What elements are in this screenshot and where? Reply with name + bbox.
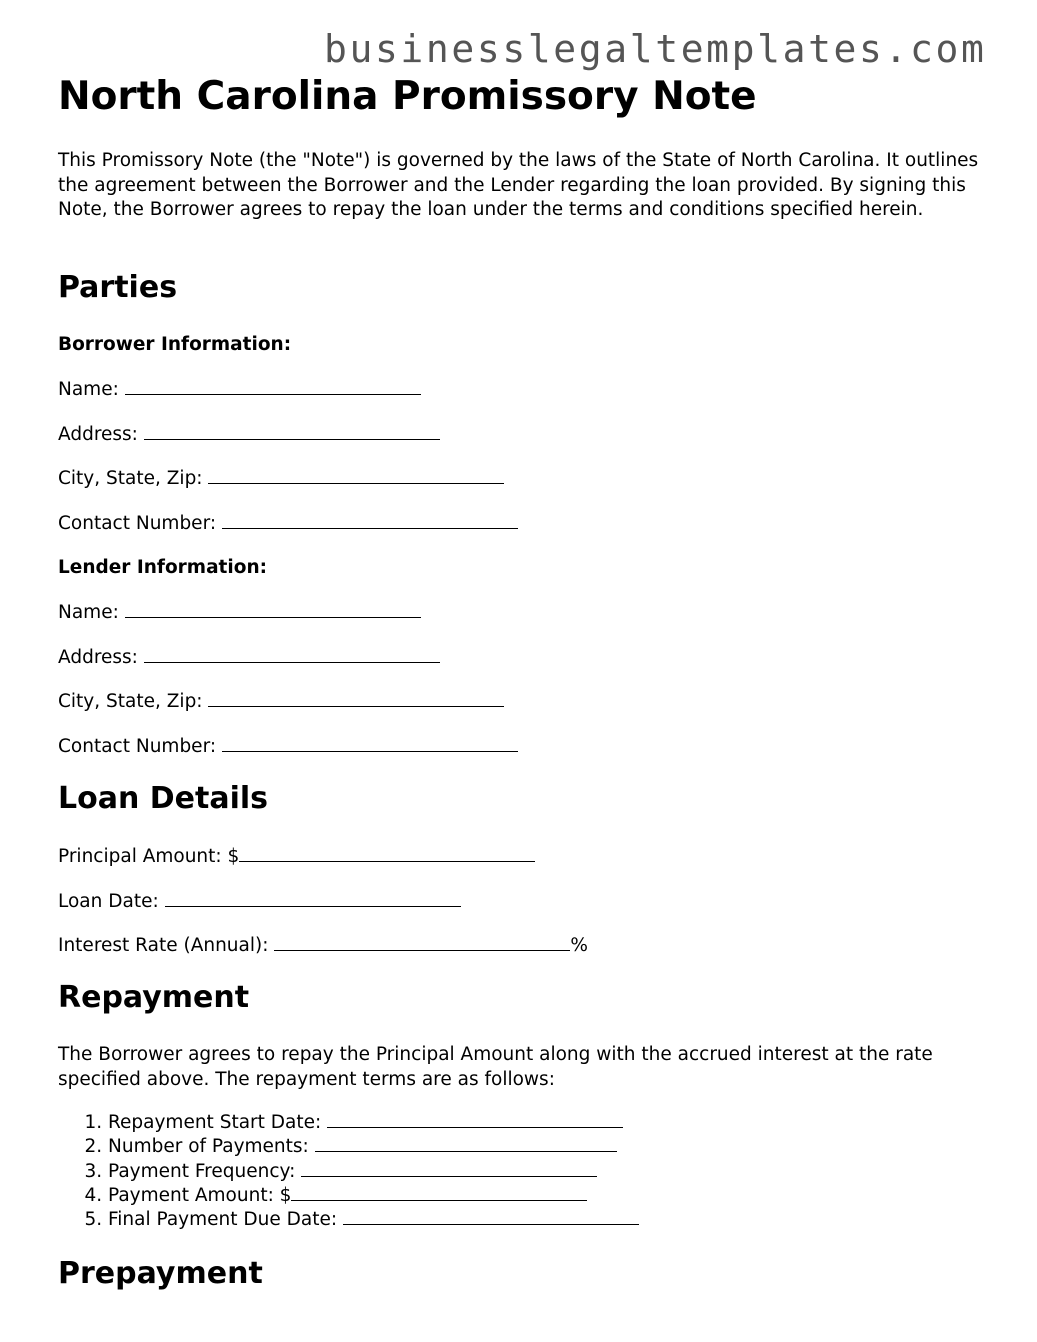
parties-heading: Parties bbox=[58, 270, 178, 305]
lender-address-label: Address: bbox=[58, 647, 144, 668]
loan-date-field bbox=[58, 890, 461, 913]
lender-name-blank[interactable] bbox=[125, 601, 421, 618]
watermark: businesslegaltemplates.com bbox=[324, 27, 987, 71]
principal-amount-label: Principal Amount: $ bbox=[58, 846, 240, 867]
payment-frequency-blank[interactable] bbox=[301, 1160, 597, 1177]
final-payment-blank[interactable] bbox=[343, 1208, 639, 1225]
interest-rate-blank[interactable] bbox=[274, 934, 570, 951]
repayment-start-blank[interactable] bbox=[327, 1111, 623, 1128]
interest-rate-label: Interest Rate (Annual): bbox=[58, 935, 275, 956]
lender-address-field bbox=[58, 646, 440, 669]
borrower-contact-field bbox=[58, 512, 518, 535]
repayment-terms-list bbox=[58, 1111, 639, 1232]
borrower-name-field bbox=[58, 378, 421, 401]
borrower-name-blank[interactable] bbox=[125, 378, 421, 395]
repayment-paragraph: The Borrower agrees to repay the Principal Amount along with the accrued interest at the rate specified above. The repayment terms are as follows: bbox=[58, 1044, 933, 1090]
list-item bbox=[108, 1135, 639, 1159]
lender-address-blank[interactable] bbox=[144, 646, 440, 663]
final-payment-label: Final Payment Due Date: bbox=[108, 1209, 343, 1231]
borrower-city-field bbox=[58, 467, 504, 490]
repayment-heading: Repayment bbox=[58, 980, 250, 1015]
borrower-city-blank[interactable] bbox=[208, 467, 504, 484]
lender-city-field bbox=[58, 690, 504, 713]
borrower-contact-blank[interactable] bbox=[222, 512, 518, 529]
borrower-name-label: Name: bbox=[58, 379, 125, 400]
borrower-address-blank[interactable] bbox=[144, 423, 440, 440]
prepayment-heading: Prepayment bbox=[58, 1256, 263, 1291]
document-title: North Carolina Promissory Note bbox=[58, 74, 757, 119]
lender-info-heading: Lender Information: bbox=[58, 557, 268, 578]
principal-amount-field bbox=[58, 845, 535, 868]
borrower-contact-label: Contact Number: bbox=[58, 513, 222, 534]
borrower-address-field bbox=[58, 423, 440, 446]
lender-city-blank[interactable] bbox=[208, 690, 504, 707]
interest-rate-suffix: % bbox=[570, 935, 588, 956]
payment-amount-label: Payment Amount: $ bbox=[108, 1184, 292, 1206]
list-item bbox=[108, 1184, 639, 1208]
loan-details-heading: Loan Details bbox=[58, 781, 269, 816]
lender-contact-label: Contact Number: bbox=[58, 736, 222, 757]
lender-city-label: City, State, Zip: bbox=[58, 691, 209, 712]
payment-frequency-label: Payment Frequency: bbox=[108, 1160, 302, 1182]
number-of-payments-blank[interactable] bbox=[315, 1135, 617, 1152]
list-item bbox=[108, 1160, 639, 1184]
loan-date-blank[interactable] bbox=[165, 890, 461, 907]
repayment-start-label: Repayment Start Date: bbox=[108, 1112, 328, 1133]
loan-date-label: Loan Date: bbox=[58, 891, 165, 912]
list-item bbox=[108, 1208, 639, 1232]
list-item bbox=[108, 1111, 639, 1135]
lender-name-label: Name: bbox=[58, 602, 125, 623]
borrower-city-label: City, State, Zip: bbox=[58, 468, 209, 489]
lender-name-field bbox=[58, 601, 421, 624]
borrower-address-label: Address: bbox=[58, 424, 144, 445]
borrower-info-heading: Borrower Information: bbox=[58, 334, 292, 355]
lender-contact-field bbox=[58, 735, 518, 758]
number-of-payments-label: Number of Payments: bbox=[108, 1136, 315, 1158]
interest-rate-field bbox=[58, 934, 588, 957]
principal-amount-blank[interactable] bbox=[239, 845, 535, 862]
lender-contact-blank[interactable] bbox=[222, 735, 518, 752]
intro-paragraph: This Promissory Note (the "Note") is governed by the laws of the State of North Carolina. It outlines the agreement between the Borrower and the Lender regarding the loan provided. By signing this Note, the Borrower agrees to repay the loan under the terms and conditions specified herein. bbox=[58, 150, 979, 220]
payment-amount-blank[interactable] bbox=[291, 1184, 587, 1201]
